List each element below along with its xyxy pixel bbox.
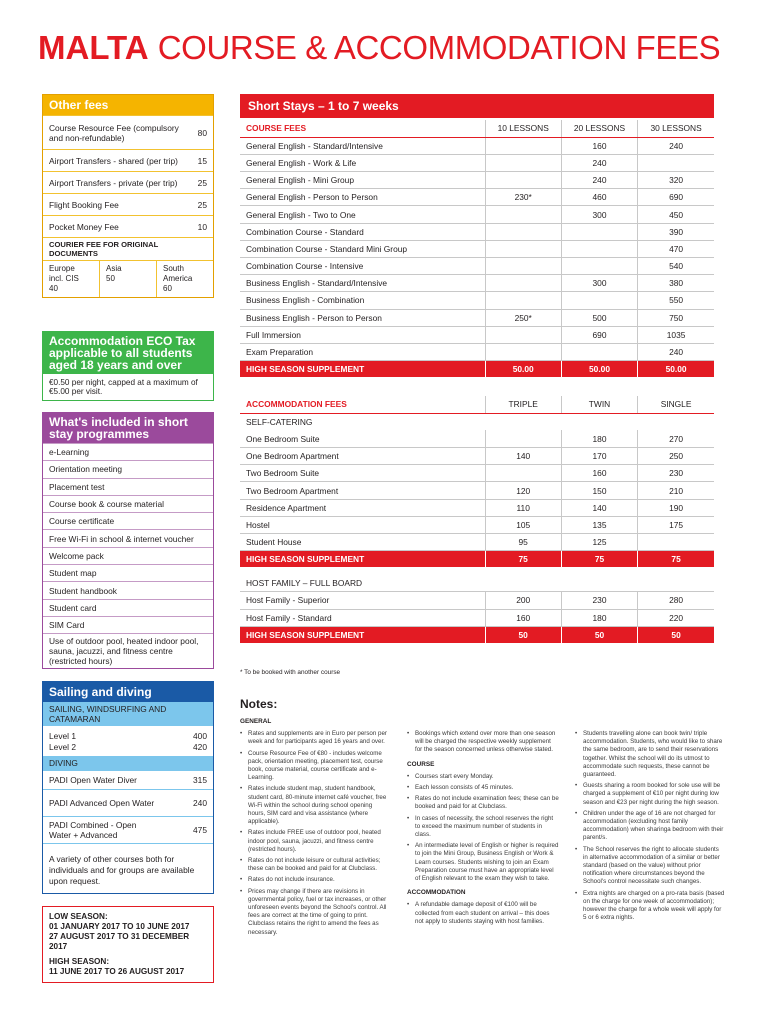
courier-title: COURIER FEE FOR ORIGINAL DOCUMENTS xyxy=(43,237,213,260)
notes-column-3 xyxy=(575,730,725,925)
cell-value xyxy=(561,343,637,360)
course-fees-table xyxy=(240,120,714,378)
cell-value xyxy=(485,137,561,154)
page-title: MALTA COURSE & ACCOMMODATION FEES xyxy=(38,29,721,66)
cell-value: 280 xyxy=(638,592,714,609)
cell-value: 160 xyxy=(485,609,561,626)
course-row xyxy=(240,137,714,154)
cell-value xyxy=(485,275,561,292)
cell-value: 250 xyxy=(638,448,714,465)
cell-value: 30 LESSONS xyxy=(638,120,714,137)
note-item: • A refundable damage deposit of €100 will be collected from each student on arrival – this does not apply to students staying with host families. xyxy=(407,901,559,926)
cell-label: Hostel xyxy=(240,516,485,533)
footnote: * To be booked with another course xyxy=(240,669,341,676)
cell-label: Full Immersion xyxy=(240,326,485,343)
sailing-subheader: SAILING, WINDSURFING AND CATAMARAN xyxy=(43,702,213,726)
cell-value: 75 xyxy=(561,551,637,568)
course-row xyxy=(240,240,714,257)
notes-column-2 xyxy=(407,730,559,929)
fee-value: 25 xyxy=(197,199,207,210)
fee-label: Pocket Money Fee xyxy=(49,221,119,232)
eco-tax-box xyxy=(42,331,214,401)
courier-region-name: South America xyxy=(163,264,193,283)
included-box xyxy=(42,412,214,669)
eco-tax-text: €0.50 per night, capped at a maximum of €5.00 per visit. xyxy=(49,378,198,396)
accommodation-row xyxy=(240,430,714,447)
diving-row xyxy=(43,816,213,843)
cell-label: Host Family - Standard xyxy=(240,609,485,626)
note-item: • In cases of necessity, the school reserves the right to exceed the maximum number of students in class. xyxy=(407,815,559,840)
cell-value: 160 xyxy=(561,137,637,154)
note-item: • Rates do not include insurance. xyxy=(240,876,390,884)
cell-label: Combination Course - Standard Mini Group xyxy=(240,240,485,257)
courier-region-name: Asia xyxy=(106,264,122,273)
note-item: • Course Resource Fee of €80 - includes welcome pack, orientation meeting, placement test, course book, course material, course certificate and e-Learning. xyxy=(240,750,390,783)
courier-value: 40 xyxy=(49,284,58,293)
included-item: Student card xyxy=(43,599,213,616)
accommodation-table-header xyxy=(240,396,714,413)
low-season-title: LOW SEASON: xyxy=(49,912,108,921)
cell-value xyxy=(485,240,561,257)
included-item: Student handbook xyxy=(43,581,213,598)
cell-value: 240 xyxy=(561,172,637,189)
cell-value: 550 xyxy=(638,292,714,309)
fee-label: Flight Booking Fee xyxy=(49,199,119,210)
note-item: • Rates do not include leisure or cultural activities; these can be booked and paid for at Clubclass. xyxy=(240,857,390,873)
cell-value: 230* xyxy=(485,189,561,206)
note-item: • Children under the age of 16 are not charged for accommodation (excluding host family accommodation) when sharinga bedroom with their parent/s. xyxy=(575,810,725,843)
note-item: • Bookings which extend over more than one season will be charged the respective weekly supplement for the season concerned unless otherwise stated. xyxy=(407,730,559,755)
course-row xyxy=(240,154,714,171)
course-row xyxy=(240,223,714,240)
cell-label: Exam Preparation xyxy=(240,343,485,360)
cell-value: 470 xyxy=(638,240,714,257)
included-header: What's included in short stay programmes xyxy=(43,413,213,443)
cell-value: 320 xyxy=(638,172,714,189)
diving-value: 240 xyxy=(193,798,207,808)
included-item: Course certificate xyxy=(43,512,213,529)
cell-value: 160 xyxy=(561,465,637,482)
sailing-level-label: Level 2 xyxy=(49,741,77,752)
cell-value xyxy=(485,154,561,171)
cell-value: 190 xyxy=(638,499,714,516)
cell-value xyxy=(638,154,714,171)
cell-label: HIGH SEASON SUPPLEMENT xyxy=(240,361,485,378)
courier-value: 60 xyxy=(163,284,172,293)
note-item: • Each lesson consists of 45 minutes. xyxy=(407,784,559,792)
diving-row xyxy=(43,789,213,816)
diving-row xyxy=(43,770,213,789)
fee-row xyxy=(43,171,213,193)
diving-label: PADI Combined - Open Water + Advanced xyxy=(49,820,137,840)
host-family-row xyxy=(240,609,714,626)
included-item: Orientation meeting xyxy=(43,460,213,477)
cell-value: 690 xyxy=(638,189,714,206)
note-item: • Rates and supplements are in Euro per person per week and for participants aged 16 years and over. xyxy=(240,730,390,746)
fee-value: 25 xyxy=(197,177,207,188)
note-item: • Guests sharing a room booked for sole use will be charged a supplement of €10 per night during low season and €23 per night during the high season. xyxy=(575,782,725,807)
courier-region-sub: incl. CIS xyxy=(49,274,79,283)
cell-label: Combination Course - Standard xyxy=(240,223,485,240)
notes-accommodation-heading: ACCOMMODATION xyxy=(407,889,466,897)
fee-value: 80 xyxy=(197,127,207,138)
fee-label: Course Resource Fee (compulsory and non-refundable) xyxy=(49,122,179,143)
cell-value: 200 xyxy=(485,592,561,609)
cell-value: 1035 xyxy=(638,326,714,343)
fee-row xyxy=(43,215,213,237)
cell-label: General English - Work & Life xyxy=(240,154,485,171)
cell-value: SINGLE xyxy=(638,396,714,413)
cell-value xyxy=(485,465,561,482)
course-table-header xyxy=(240,120,714,137)
accommodation-row xyxy=(240,516,714,533)
sailing-header: Sailing and diving xyxy=(43,682,213,702)
cell-value: 105 xyxy=(485,516,561,533)
cell-label: General English - Person to Person xyxy=(240,189,485,206)
included-item: SIM Card xyxy=(43,616,213,633)
cell-value: 95 xyxy=(485,534,561,551)
cell-label: One Bedroom Apartment xyxy=(240,448,485,465)
cell-value xyxy=(485,258,561,275)
notes-column-1 xyxy=(240,712,390,940)
course-row xyxy=(240,275,714,292)
cell-value: 50 xyxy=(638,626,714,643)
course-row xyxy=(240,326,714,343)
cell-value xyxy=(485,172,561,189)
included-item: Free Wi-Fi in school & internet voucher xyxy=(43,529,213,546)
host-family-heading-label: HOST FAMILY – FULL BOARD xyxy=(240,568,714,592)
eco-tax-header: Accommodation ECO Tax applicable to all students aged 18 years and over xyxy=(43,332,213,374)
cell-value xyxy=(561,292,637,309)
accommodation-row xyxy=(240,482,714,499)
other-fees-header: Other fees xyxy=(43,95,213,115)
low-season-dates-1: 01 JANUARY 2017 TO 10 JUNE 2017 xyxy=(49,922,190,931)
note-item: • Rates include student map, student handbook, student card, 80-minute internet café voucher, free Wi-Fi within the school during school opening hours, SIM card and visa assistance (where applicable). xyxy=(240,785,390,826)
diving-value: 315 xyxy=(193,775,207,785)
note-item: • The School reserves the right to allocate students in alternative accommodation of a similar or better standard (based on the value) without prior notification where circumstances beyond the School's control necessitate such changes. xyxy=(575,846,725,887)
cell-value: 250* xyxy=(485,309,561,326)
accommodation-fees-table xyxy=(240,396,714,644)
host-family-row xyxy=(240,592,714,609)
cell-value: 50 xyxy=(561,626,637,643)
included-item: Course book & course material xyxy=(43,495,213,512)
course-high-season-row xyxy=(240,361,714,378)
fee-value: 15 xyxy=(197,155,207,166)
cell-label: One Bedroom Suite xyxy=(240,430,485,447)
cell-value: 380 xyxy=(638,275,714,292)
fee-label: Airport Transfers - private (per trip) xyxy=(49,177,178,188)
included-item: Student map xyxy=(43,564,213,581)
note-item: • Extra nights are charged on a pro-rata basis (based on the charge for one week of accommodation); however the charge for a whole week will apply for 5 or 6 extra nights. xyxy=(575,890,725,923)
cell-label: Business English - Combination xyxy=(240,292,485,309)
diving-subheader: DIVING xyxy=(43,756,213,770)
cell-value xyxy=(485,206,561,223)
host-family-high-season-row xyxy=(240,626,714,643)
accommodation-row xyxy=(240,534,714,551)
cell-value xyxy=(638,534,714,551)
notes-title: Notes: xyxy=(240,697,278,711)
cell-label: ACCOMMODATION FEES xyxy=(240,396,485,413)
cell-label: COURSE FEES xyxy=(240,120,485,137)
accommodation-row xyxy=(240,499,714,516)
cell-value: 180 xyxy=(561,609,637,626)
cell-label: Business English - Standard/Intensive xyxy=(240,275,485,292)
cell-label: Host Family - Superior xyxy=(240,592,485,609)
cell-value: 240 xyxy=(638,137,714,154)
notes-course-heading: COURSE xyxy=(407,760,435,768)
courier-value: 50 xyxy=(106,274,115,283)
cell-value: 270 xyxy=(638,430,714,447)
courier-region-name: Europe xyxy=(49,264,75,273)
accommodation-high-season-row xyxy=(240,551,714,568)
included-item: Placement test xyxy=(43,478,213,495)
cell-value xyxy=(485,292,561,309)
diving-value: 475 xyxy=(193,825,207,835)
course-row xyxy=(240,343,714,360)
courier-region xyxy=(43,261,99,297)
host-family-heading xyxy=(240,568,714,592)
note-item: • An intermediate level of English or higher is required to join the Mini Group, Business English or Work & Learn courses. Students wishing to join an Exam Preparation course must have an appropriate level of English relevant to the exam they wish to take. xyxy=(407,842,559,883)
cell-value: 75 xyxy=(638,551,714,568)
sailing-level-label: Level 1 xyxy=(49,730,77,741)
cell-label: Business English - Person to Person xyxy=(240,309,485,326)
cell-value: 50.00 xyxy=(485,361,561,378)
cell-value: 50.00 xyxy=(638,361,714,378)
diving-label: PADI Advanced Open Water xyxy=(49,798,155,808)
seasons-box xyxy=(42,906,214,983)
course-row xyxy=(240,206,714,223)
short-stays-header: Short Stays – 1 to 7 weeks xyxy=(240,94,714,118)
self-catering-heading xyxy=(240,413,714,430)
courier-region xyxy=(99,261,156,297)
fee-value: 10 xyxy=(197,221,207,232)
cell-value: 300 xyxy=(561,275,637,292)
cell-label: HIGH SEASON SUPPLEMENT xyxy=(240,551,485,568)
cell-value: 230 xyxy=(561,592,637,609)
sailing-level-row xyxy=(43,741,213,752)
cell-value: 110 xyxy=(485,499,561,516)
cell-value: 170 xyxy=(561,448,637,465)
sailing-level-row xyxy=(43,730,213,741)
cell-value: 450 xyxy=(638,206,714,223)
cell-label: HIGH SEASON SUPPLEMENT xyxy=(240,626,485,643)
cell-value: 540 xyxy=(638,258,714,275)
included-item: e-Learning xyxy=(43,443,213,460)
cell-value: 125 xyxy=(561,534,637,551)
cell-value: 75 xyxy=(485,551,561,568)
cell-value: 175 xyxy=(638,516,714,533)
cell-value: 210 xyxy=(638,482,714,499)
cell-label: Residence Apartment xyxy=(240,499,485,516)
low-season-dates-2: 27 AUGUST 2017 TO 31 DECEMBER 2017 xyxy=(49,932,190,951)
included-item: Use of outdoor pool, heated indoor pool, sauna, jacuzzi, and fitness centre (restricted hours) xyxy=(43,633,213,668)
course-row xyxy=(240,172,714,189)
sailing-level-value: 420 xyxy=(193,741,207,752)
cell-label: General English - Standard/Intensive xyxy=(240,137,485,154)
cell-value: 300 xyxy=(561,206,637,223)
cell-value: 140 xyxy=(485,448,561,465)
cell-value: 240 xyxy=(561,154,637,171)
cell-value: TWIN xyxy=(561,396,637,413)
cell-value xyxy=(485,326,561,343)
fee-label: Airport Transfers - shared (per trip) xyxy=(49,155,178,166)
cell-value: 150 xyxy=(561,482,637,499)
note-item: • Students travelling alone can book twin/ triple accommodation. Students, who would like to share the same bedroom, are to send their reservations together. Whilst the school will do its utmost to accommodate such requests, these cannot be guaranteed. xyxy=(575,730,725,779)
course-row xyxy=(240,189,714,206)
cell-value: 10 LESSONS xyxy=(485,120,561,137)
cell-label: Two Bedroom Suite xyxy=(240,465,485,482)
cell-value xyxy=(485,430,561,447)
cell-value: TRIPLE xyxy=(485,396,561,413)
cell-value: 140 xyxy=(561,499,637,516)
cell-value xyxy=(485,343,561,360)
cell-value xyxy=(561,223,637,240)
fee-row xyxy=(43,149,213,171)
other-fees-box xyxy=(42,94,214,298)
cell-value: 390 xyxy=(638,223,714,240)
cell-value: 460 xyxy=(561,189,637,206)
cell-value xyxy=(485,223,561,240)
cell-value: 20 LESSONS xyxy=(561,120,637,137)
cell-value: 750 xyxy=(638,309,714,326)
high-season-dates: 11 JUNE 2017 TO 26 AUGUST 2017 xyxy=(49,967,185,976)
cell-value: 180 xyxy=(561,430,637,447)
cell-value: 220 xyxy=(638,609,714,626)
included-item: Welcome pack xyxy=(43,547,213,564)
sailing-box xyxy=(42,681,214,894)
cell-value: 690 xyxy=(561,326,637,343)
cell-label: Combination Course - Intensive xyxy=(240,258,485,275)
sailing-note: A variety of other courses both for individuals and for groups are available upon request. xyxy=(43,843,213,893)
cell-value: 120 xyxy=(485,482,561,499)
cell-value: 230 xyxy=(638,465,714,482)
cell-value: 50 xyxy=(485,626,561,643)
accommodation-row xyxy=(240,465,714,482)
self-catering-heading-label: SELF-CATERING xyxy=(246,417,313,428)
cell-label: General English - Two to One xyxy=(240,206,485,223)
cell-label: Student House xyxy=(240,534,485,551)
note-item: • Prices may change if there are revisions in governmental policy, fuel or tax increases, or other unforeseen events beyond the School's control. All fees are correct at the time of going to print. Clubclass retains the right to amend the fees as necessary. xyxy=(240,888,390,937)
cell-value xyxy=(561,240,637,257)
cell-label: General English - Mini Group xyxy=(240,172,485,189)
high-season-title: HIGH SEASON: xyxy=(49,957,110,966)
fee-row xyxy=(43,193,213,215)
course-row xyxy=(240,292,714,309)
sailing-level-value: 400 xyxy=(193,730,207,741)
note-item: • Rates do not include examination fees; these can be booked and paid for at Clubclass. xyxy=(407,795,559,811)
fee-row xyxy=(43,115,213,149)
cell-value: 500 xyxy=(561,309,637,326)
cell-label: Two Bedroom Apartment xyxy=(240,482,485,499)
cell-value: 135 xyxy=(561,516,637,533)
note-item: • Rates include FREE use of outdoor pool, heated indoor pool, sauna, jacuzzi, and fitness centre (restricted hours). xyxy=(240,829,390,854)
accommodation-row xyxy=(240,448,714,465)
diving-label: PADI Open Water Diver xyxy=(49,775,137,785)
notes-general-heading: GENERAL xyxy=(240,718,272,725)
cell-value xyxy=(561,258,637,275)
course-row xyxy=(240,309,714,326)
cell-value: 50.00 xyxy=(561,361,637,378)
courier-region xyxy=(156,261,213,297)
course-row xyxy=(240,258,714,275)
note-item: • Courses start every Monday. xyxy=(407,773,559,781)
cell-value: 240 xyxy=(638,343,714,360)
